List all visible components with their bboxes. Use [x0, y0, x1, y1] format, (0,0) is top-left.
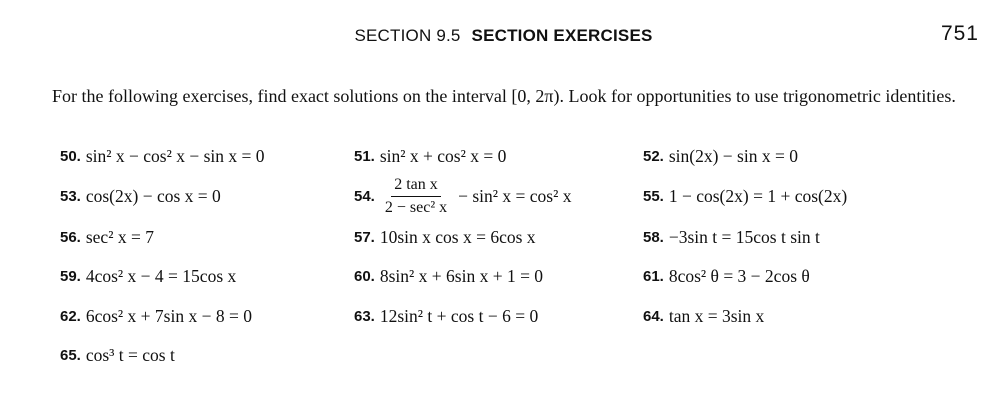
exercise-number: 55.: [643, 187, 664, 205]
exercise-number: 56.: [60, 228, 81, 246]
exercise-number: 57.: [354, 228, 375, 246]
section-header: [0, 26, 1007, 46]
exercise-56: [60, 227, 354, 248]
exercise-equation: 6cos² x + 7sin x − 8 = 0: [85, 305, 252, 326]
exercise-51: [354, 146, 643, 167]
exercise-59: [60, 266, 354, 287]
exercise-number: 60.: [354, 267, 375, 285]
section-title: SECTION EXERCISES: [471, 26, 653, 45]
exercise-number: 51.: [354, 147, 375, 165]
exercise-61: [643, 266, 943, 287]
exercise-62: [60, 306, 354, 327]
exercise-60: [354, 266, 643, 287]
exercise-number: 65.: [60, 346, 81, 364]
exercise-number: 63.: [354, 307, 375, 325]
exercise-50: [60, 146, 354, 167]
exercise-number: 52.: [643, 147, 664, 165]
exercise-equation: tan x = 3sin x: [668, 305, 765, 326]
fraction: [382, 176, 450, 217]
section-number: SECTION 9.5: [354, 26, 461, 45]
exercise-64: [643, 306, 943, 327]
exercise-number: 62.: [60, 307, 81, 325]
exercise-65: [60, 345, 354, 366]
exercise-grid: [60, 138, 943, 374]
exercise-equation: 12sin² t + cos t − 6 = 0: [379, 305, 539, 326]
exercise-52: [643, 146, 943, 167]
instructions-text: For the following exercises, find exact solutions on the interval [0, 2π). Look for opportunities to use trigonometric identities.: [52, 86, 956, 106]
exercise-equation: sin² x − cos² x − sin x = 0: [85, 145, 265, 166]
exercise-58: [643, 227, 943, 248]
exercise-equation: cos(2x) − cos x = 0: [85, 185, 221, 206]
exercise-equation: sec² x = 7: [85, 226, 154, 247]
exercise-equation: cos³ t = cos t: [85, 344, 175, 365]
exercise-equation: 4cos² x − 4 = 15cos x: [85, 265, 237, 286]
fraction-numerator: 2 tan x: [391, 176, 441, 197]
exercise-equation: 1 − cos(2x) = 1 + cos(2x): [668, 185, 848, 206]
fraction-denominator: 2 − sec² x: [384, 198, 448, 216]
exercise-number: 59.: [60, 267, 81, 285]
exercise-55: [643, 186, 943, 207]
exercise-number: 64.: [643, 307, 664, 325]
exercise-equation-rest: − sin² x = cos² x: [458, 185, 572, 206]
exercise-number: 54.: [354, 187, 375, 205]
page-number: 751: [940, 22, 979, 45]
exercise-equation: sin(2x) − sin x = 0: [668, 145, 798, 166]
exercise-equation: 8sin² x + 6sin x + 1 = 0: [379, 265, 544, 286]
exercise-number: 61.: [643, 267, 664, 285]
exercise-54: [354, 176, 643, 217]
exercise-63: [354, 306, 643, 327]
exercise-number: 58.: [643, 228, 664, 246]
exercise-number: 50.: [60, 147, 81, 165]
exercise-equation: sin² x + cos² x = 0: [379, 145, 507, 166]
exercise-number: 53.: [60, 187, 81, 205]
exercise-equation: −3sin t = 15cos t sin t: [668, 226, 820, 247]
exercise-53: [60, 186, 354, 207]
exercise-57: [354, 227, 643, 248]
exercise-equation: 8cos² θ = 3 − 2cos θ: [668, 265, 810, 286]
exercise-equation: 10sin x cos x = 6cos x: [379, 226, 536, 247]
